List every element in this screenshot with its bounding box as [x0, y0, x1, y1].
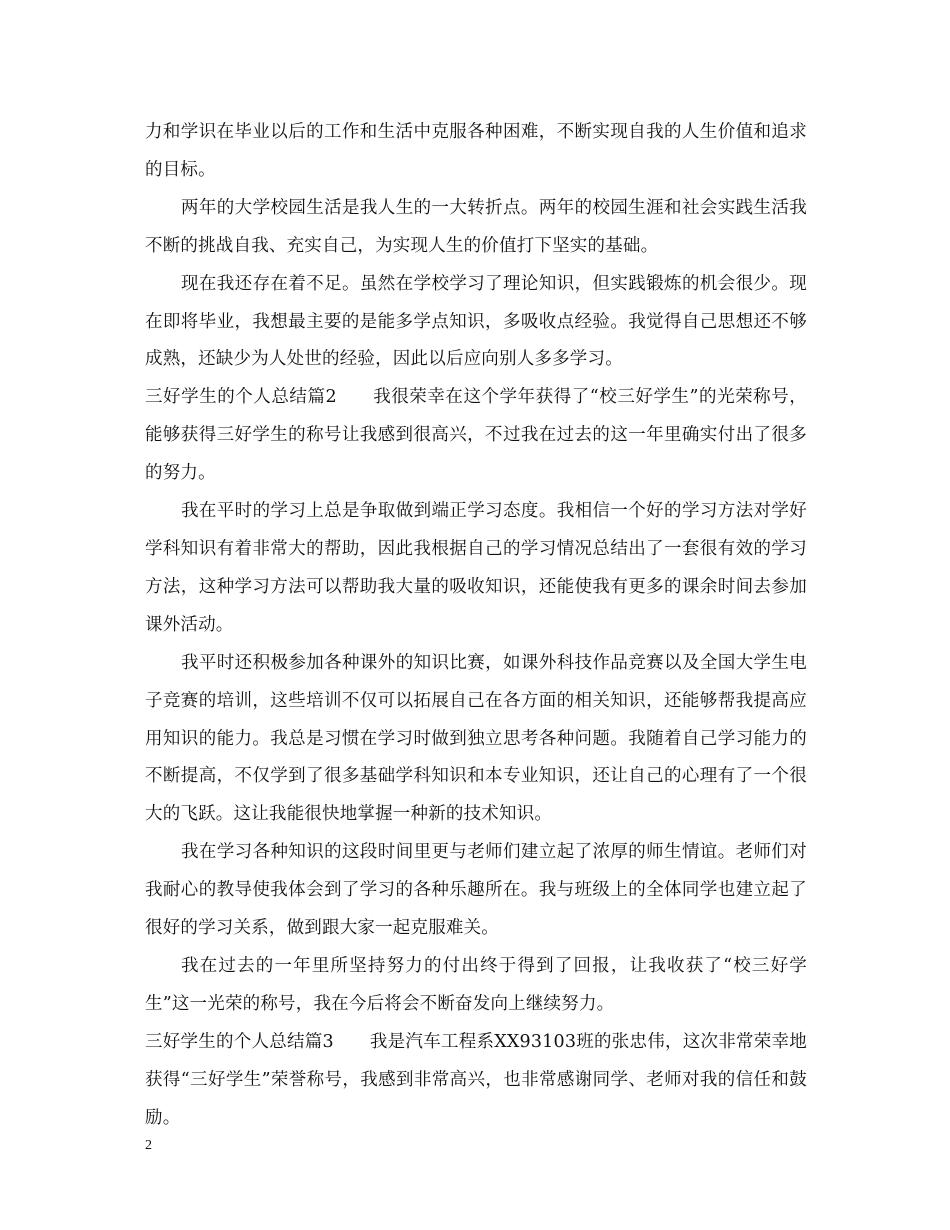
section-heading-3: 三好学生的个人总结篇3 [145, 1031, 334, 1052]
paragraph-9 [145, 1024, 807, 1138]
paragraph-3: 现在我还存在着不足。虽然在学校学习了理论知识，但实践锻炼的机会很少。现在即将毕业，我想最主要的是能多学点知识，多吸收点经验。我觉得自己思想还不够成熟，还缺少为人处世的经验，因此以后应向别人多多学习。 [145, 273, 807, 370]
paragraph-9-text: 我是汽车工程系XX93103班的张忠伟，这次非常荣幸地获得“三好学生”荣誉称号，我感到非常高兴，也非常感谢同学、老师对我的信任和鼓励。 [145, 1031, 807, 1128]
paragraph-4 [145, 379, 807, 493]
paragraph-8: 我在过去的一年里所坚持努力的付出终于得到了回报，让我收获了“校三好学生”这一光荣的称号，我在今后将会不断奋发向上继续努力。 [145, 955, 807, 1014]
paragraph-6: 我平时还积极参加各种课外的知识比赛，如课外科技作品竞赛以及全国大学生电子竞赛的培训，这些培训不仅可以拓展自己在各方面的相关知识，还能够帮我提高应用知识的能力。我总是习惯在学习时做到独立思考各种问题。我随着自己学习能力的不断提高，不仅学到了很多基础学科知识和本专业知识，还让自己的心理有了一个很大的飞跃。这让我能很快地掌握一种新的技术知识。 [145, 652, 807, 825]
paragraph-2: 两年的大学校园生活是我人生的一大转折点。两年的校园生涯和社会实践生活我不断的挑战自我、充实自己，为实现人生的价值打下坚实的基础。 [145, 197, 807, 256]
page-number: 2 [145, 1138, 152, 1153]
paragraph-5: 我在平时的学习上总是争取做到端正学习态度。我相信一个好的学习方法对学好学科知识有着非常大的帮助，因此我根据自己的学习情况总结出了一套很有效的学习方法，这种学习方法可以帮助我大量的吸收知识，还能使我有更多的课余时间去参加课外活动。 [145, 501, 807, 635]
paragraph-7: 我在学习各种知识的这段时间里更与老师们建立起了浓厚的师生情谊。老师们对我耐心的教导使我体会到了学习的各种乐趣所在。我与班级上的全体同学也建立起了很好的学习关系，做到跟大家一起克服难关。 [145, 842, 807, 939]
document-body [145, 114, 807, 1137]
section-heading-2: 三好学生的个人总结篇2 [145, 387, 337, 408]
paragraph-1: 力和学识在毕业以后的工作和生活中克服各种困难，不断实现自我的人生价值和追求的目标。 [145, 122, 807, 180]
paragraph-4-text: 我很荣幸在这个学年获得了“校三好学生”的光荣称号，能够获得三好学生的称号让我感到很高兴，不过我在过去的这一年里确实付出了很多的努力。 [145, 387, 807, 484]
